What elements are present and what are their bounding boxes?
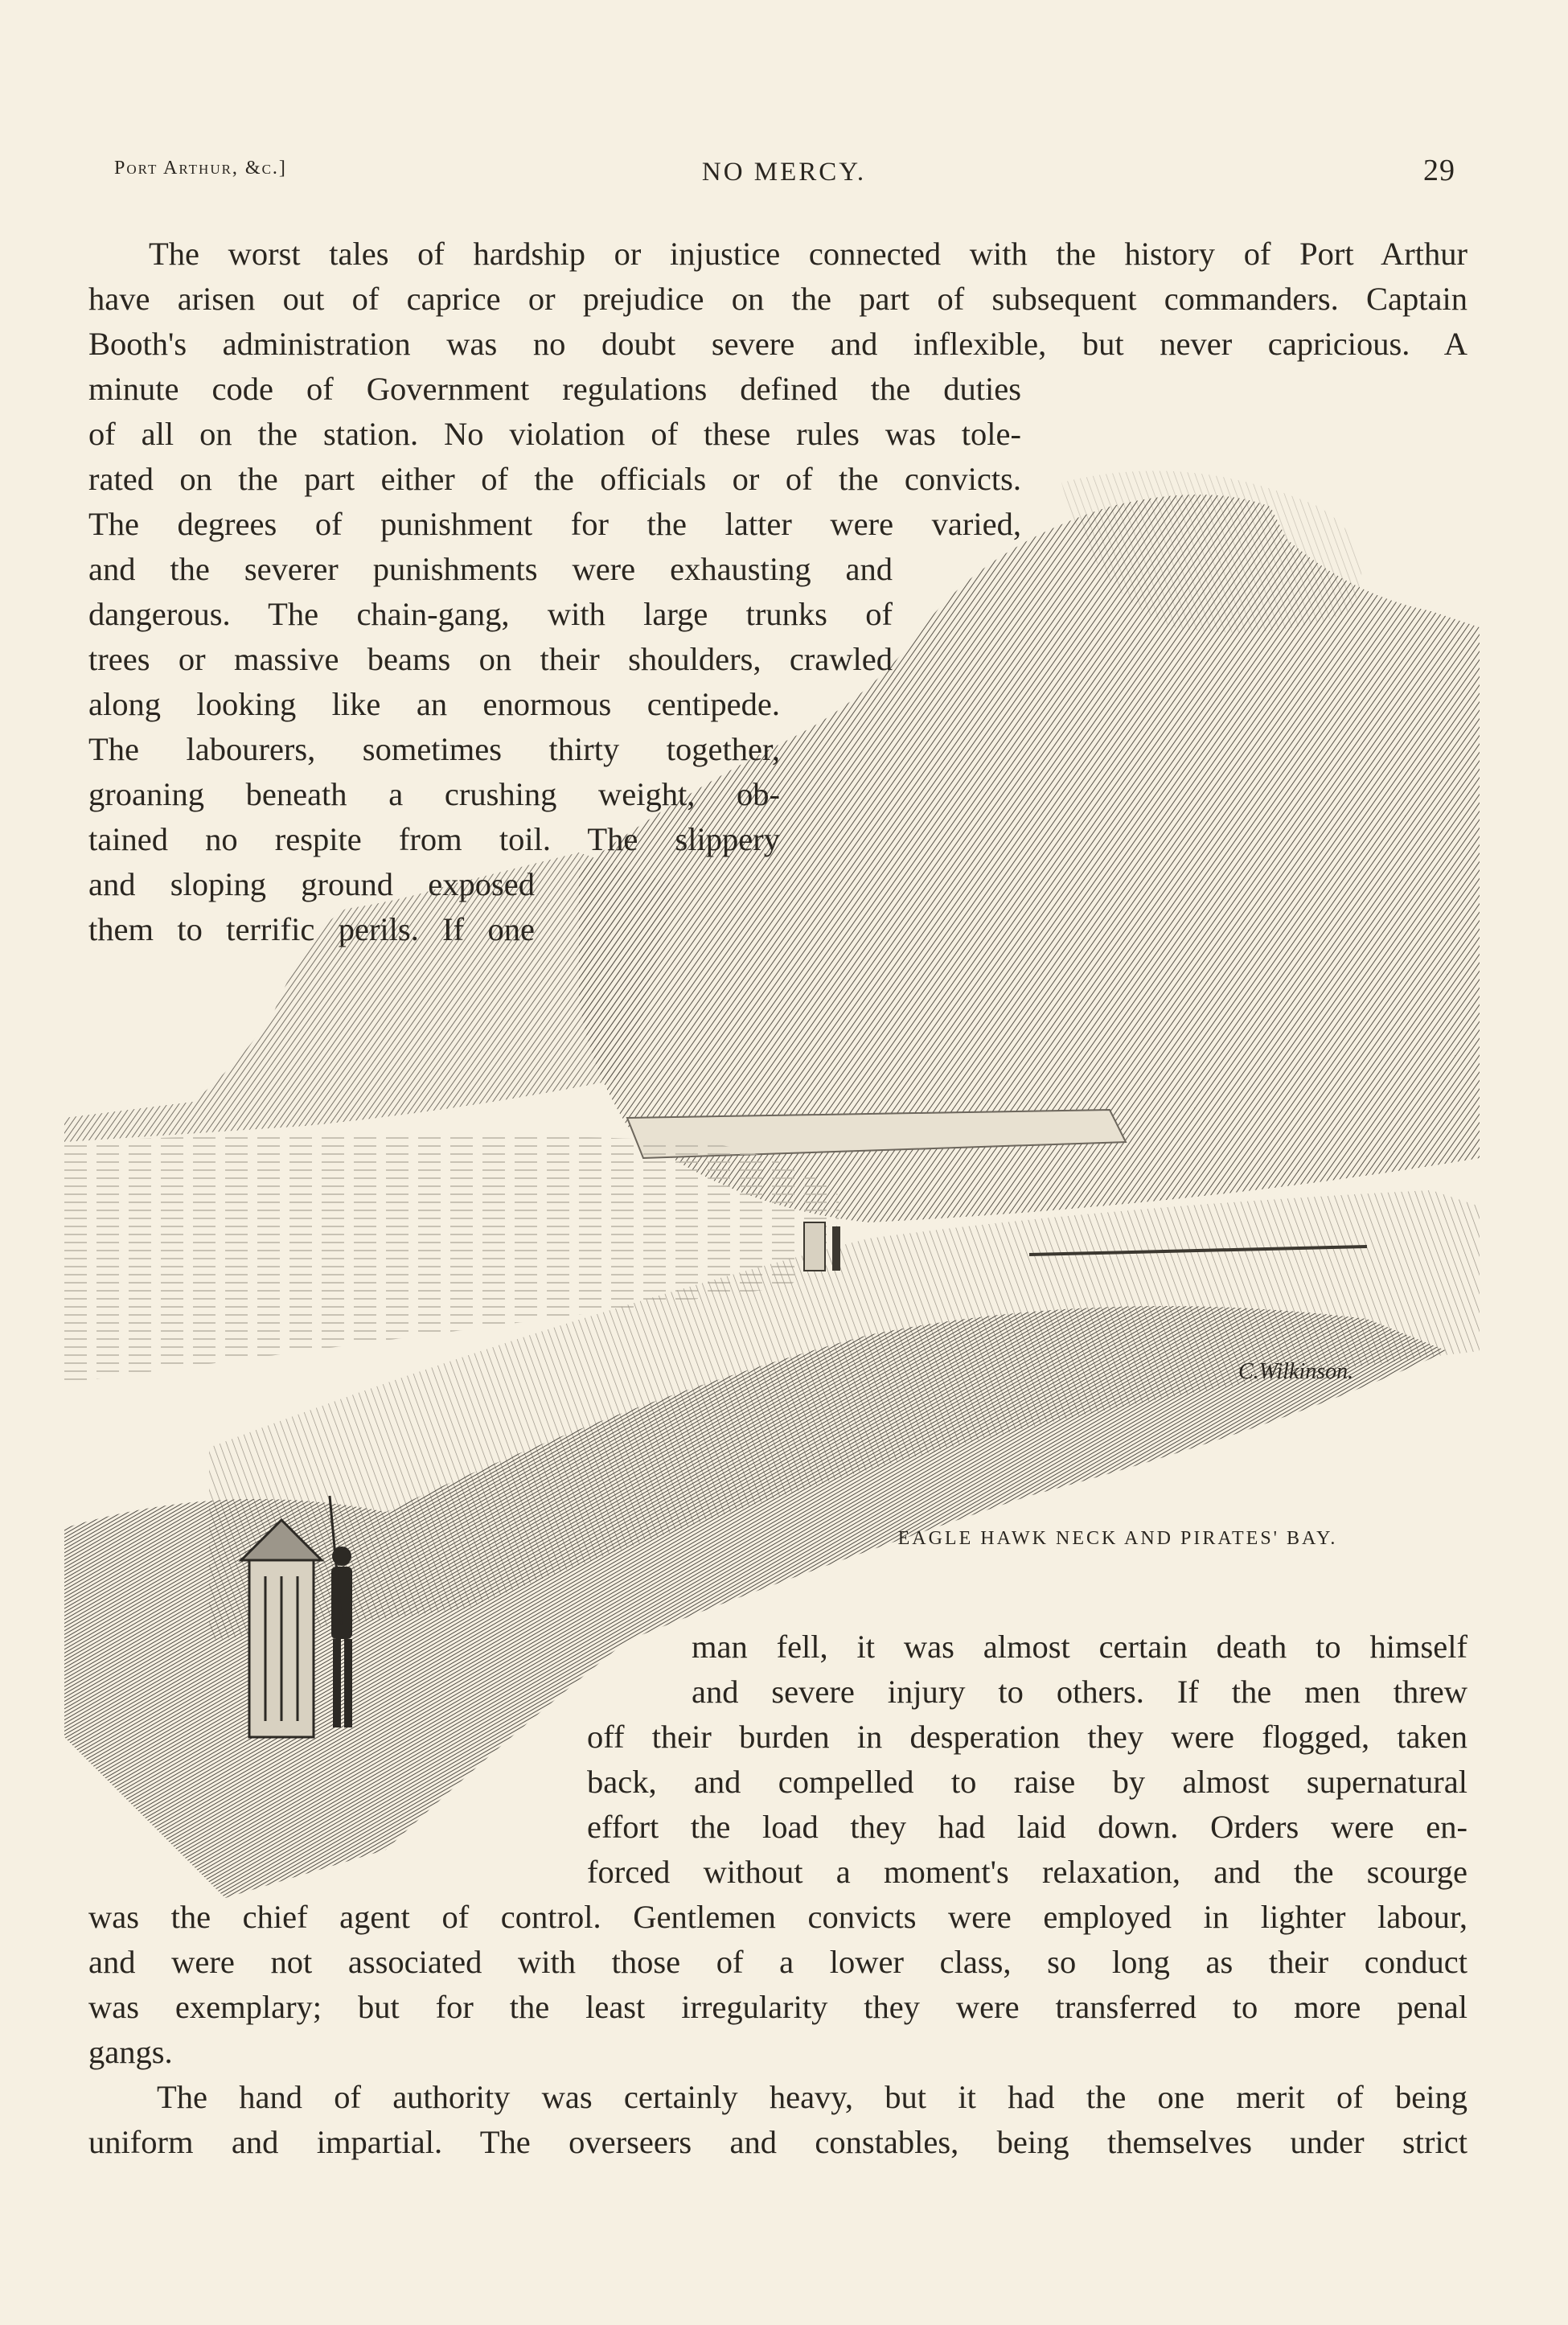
body-line: minute code of Government regulations defined the duties — [88, 371, 1021, 407]
body-line: along looking like an enormous centipede. — [88, 686, 780, 722]
body-line: effort the load they had laid down. Orders were en- — [587, 1809, 1467, 1845]
body-line: them to terrific perils. If one — [88, 911, 535, 947]
page-number: 29 — [1423, 154, 1455, 187]
body-line: dangerous. The chain-gang, with large trunks of — [88, 596, 893, 632]
body-line: have arisen out of caprice or prejudice on the part of subsequent commanders. Captain — [88, 281, 1467, 317]
body-line: The degrees of punishment for the latter were varied, — [88, 506, 1021, 542]
body-line: trees or massive beams on their shoulders, crawled — [88, 641, 893, 677]
body-line: groaning beneath a crushing weight, ob- — [88, 776, 780, 812]
body-line: and severe injury to others. If the men threw — [692, 1674, 1467, 1710]
body-line: off their burden in desperation they were flogged, taken — [587, 1719, 1467, 1755]
running-head-title: NO MERCY. — [701, 158, 867, 187]
body-line: uniform and impartial. The overseers and constables, being themselves under strict — [88, 2124, 1467, 2160]
body-line: back, and compelled to raise by almost supernatural — [587, 1764, 1467, 1800]
body-line: was exemplary; but for the least irregularity they were transferred to more penal — [88, 1989, 1467, 2025]
illustration-caption: EAGLE HAWK NECK AND PIRATES' BAY. — [897, 1528, 1338, 1549]
engraver-signature: C.Wilkinson. — [1238, 1359, 1354, 1384]
body-line: man fell, it was almost certain death to himself — [692, 1629, 1467, 1665]
body-line: tained no respite from toil. The slippery — [88, 821, 780, 857]
body-line: rated on the part either of the officials or of the convicts. — [88, 461, 1021, 497]
body-line: The labourers, sometimes thirty together, — [88, 731, 780, 767]
sentry-box — [241, 1520, 322, 1737]
body-line: forced without a moment's relaxation, and the scourge — [587, 1854, 1467, 1890]
body-line: and sloping ground exposed — [88, 866, 535, 902]
body-line: gangs. — [88, 2034, 173, 2070]
body-line: and the severer punishments were exhausting and — [88, 551, 893, 587]
body-line: The hand of authority was certainly heavy, but it had the one merit of being — [157, 2079, 1467, 2115]
body-line: was the chief agent of control. Gentlemen convicts were employed in lighter labour, — [88, 1899, 1467, 1935]
body-line: and were not associated with those of a lower class, so long as their conduct — [88, 1944, 1467, 1980]
body-line: The worst tales of hardship or injustice connected with the history of Port Arthur — [149, 236, 1467, 272]
distant-sentry — [804, 1222, 840, 1271]
body-line: of all on the station. No violation of these rules was tole- — [88, 416, 1021, 452]
running-head-left: Port Arthur, &c.] — [114, 158, 287, 179]
body-line: Booth's administration was no doubt severe and inflexible, but never capricious. A — [88, 326, 1467, 362]
